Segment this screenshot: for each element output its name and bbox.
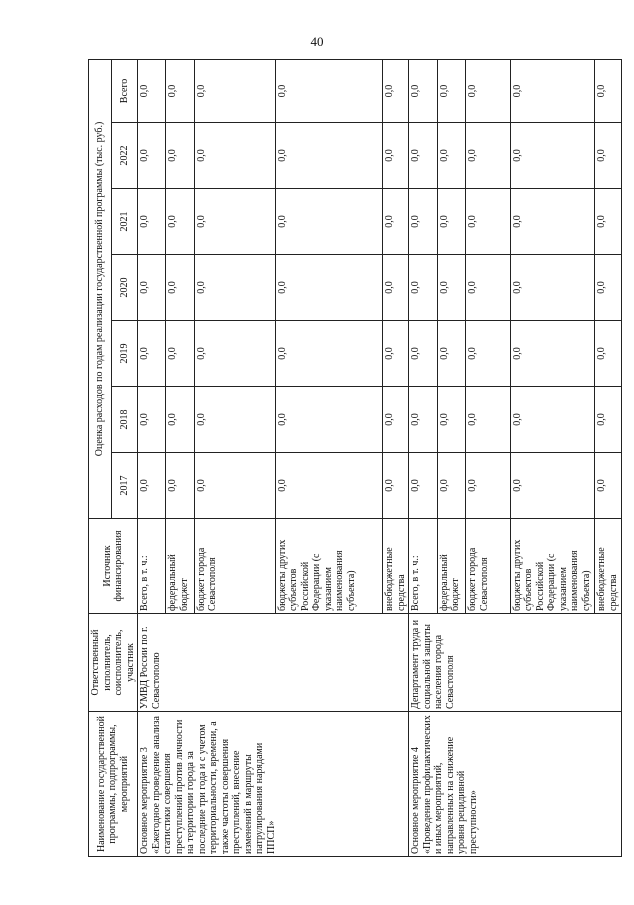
header-executor: Ответственный исполнитель, соисполнитель, участник bbox=[89, 614, 138, 712]
value-cell: 0,0 bbox=[275, 321, 382, 387]
value-cell: 0,0 bbox=[383, 453, 409, 519]
value-cell: 0,0 bbox=[437, 387, 465, 453]
value-cell: 0,0 bbox=[466, 321, 511, 387]
value-cell: 0,0 bbox=[166, 255, 194, 321]
measure-executor: УМВД России по г. Севастополю bbox=[138, 614, 409, 712]
value-cell: 0,0 bbox=[409, 59, 437, 122]
value-cell: 0,0 bbox=[595, 321, 621, 387]
header-year: 2021 bbox=[112, 189, 138, 255]
value-cell: 0,0 bbox=[437, 453, 465, 519]
value-cell: 0,0 bbox=[437, 255, 465, 321]
measure-name: Основное мероприятие 4 «Проведение профилактических и иных мероприятий, направленных на снижение уровня рецидивной преступности» bbox=[409, 712, 621, 857]
value-cell: 0,0 bbox=[275, 453, 382, 519]
value-cell: 0,0 bbox=[409, 123, 437, 189]
value-cell: 0,0 bbox=[275, 189, 382, 255]
value-cell: 0,0 bbox=[595, 453, 621, 519]
value-cell: 0,0 bbox=[138, 255, 166, 321]
value-cell: 0,0 bbox=[383, 387, 409, 453]
value-cell: 0,0 bbox=[595, 255, 621, 321]
value-cell: 0,0 bbox=[409, 453, 437, 519]
value-cell: 0,0 bbox=[275, 123, 382, 189]
header-year: 2018 bbox=[112, 387, 138, 453]
source-cell: Всего, в т. ч.: bbox=[409, 519, 437, 614]
value-cell: 0,0 bbox=[595, 59, 621, 122]
value-cell: 0,0 bbox=[510, 387, 595, 453]
value-cell: 0,0 bbox=[466, 123, 511, 189]
value-cell: 0,0 bbox=[166, 321, 194, 387]
value-cell: 0,0 bbox=[194, 59, 275, 122]
value-cell: 0,0 bbox=[595, 123, 621, 189]
value-cell: 0,0 bbox=[194, 189, 275, 255]
value-cell: 0,0 bbox=[383, 189, 409, 255]
value-cell: 0,0 bbox=[138, 123, 166, 189]
measure-executor: Департамент труда и социальной защиты населения города Севастополя bbox=[409, 614, 621, 712]
source-cell: внебюджетные средства bbox=[595, 519, 621, 614]
source-cell: бюджеты других субъектов Российской Федерации (с указанием наименования субъекта) bbox=[510, 519, 595, 614]
value-cell: 0,0 bbox=[437, 123, 465, 189]
header-year: 2019 bbox=[112, 321, 138, 387]
value-cell: 0,0 bbox=[409, 387, 437, 453]
header-year: 2022 bbox=[112, 123, 138, 189]
value-cell: 0,0 bbox=[510, 321, 595, 387]
value-cell: 0,0 bbox=[166, 387, 194, 453]
value-cell: 0,0 bbox=[437, 189, 465, 255]
table-row bbox=[138, 59, 166, 856]
source-cell: федеральный бюджет bbox=[437, 519, 465, 614]
value-cell: 0,0 bbox=[409, 189, 437, 255]
value-cell: 0,0 bbox=[194, 123, 275, 189]
source-cell: бюджет города Севастополя bbox=[194, 519, 275, 614]
value-cell: 0,0 bbox=[138, 387, 166, 453]
value-cell: 0,0 bbox=[166, 453, 194, 519]
value-cell: 0,0 bbox=[466, 453, 511, 519]
value-cell: 0,0 bbox=[437, 59, 465, 122]
value-cell: 0,0 bbox=[409, 321, 437, 387]
page-number: 40 bbox=[310, 34, 324, 49]
value-cell: 0,0 bbox=[166, 189, 194, 255]
header-estimate: Оценка расходов по годам реализации государственной программы (тыс. руб.) bbox=[89, 59, 112, 518]
value-cell: 0,0 bbox=[194, 387, 275, 453]
value-cell: 0,0 bbox=[194, 321, 275, 387]
value-cell: 0,0 bbox=[437, 321, 465, 387]
source-cell: бюджеты других субъектов Российской Федерации (с указанием наименования субъекта) bbox=[275, 519, 382, 614]
value-cell: 0,0 bbox=[275, 387, 382, 453]
value-cell: 0,0 bbox=[466, 189, 511, 255]
value-cell: 0,0 bbox=[166, 123, 194, 189]
value-cell: 0,0 bbox=[510, 453, 595, 519]
value-cell: 0,0 bbox=[166, 59, 194, 122]
value-cell: 0,0 bbox=[383, 59, 409, 122]
value-cell: 0,0 bbox=[194, 453, 275, 519]
value-cell: 0,0 bbox=[510, 123, 595, 189]
header-year: 2020 bbox=[112, 255, 138, 321]
value-cell: 0,0 bbox=[138, 189, 166, 255]
value-cell: 0,0 bbox=[383, 123, 409, 189]
value-cell: 0,0 bbox=[510, 255, 595, 321]
value-cell: 0,0 bbox=[466, 387, 511, 453]
source-cell: федеральный бюджет bbox=[166, 519, 194, 614]
value-cell: 0,0 bbox=[138, 321, 166, 387]
value-cell: 0,0 bbox=[510, 189, 595, 255]
value-cell: 0,0 bbox=[138, 453, 166, 519]
value-cell: 0,0 bbox=[383, 321, 409, 387]
value-cell: 0,0 bbox=[595, 387, 621, 453]
header-name: Наименование государственной программы, подпрограммы, мероприятий bbox=[89, 712, 138, 857]
value-cell: 0,0 bbox=[466, 59, 511, 122]
header-year: 2017 bbox=[112, 453, 138, 519]
value-cell: 0,0 bbox=[409, 255, 437, 321]
value-cell: 0,0 bbox=[275, 255, 382, 321]
value-cell: 0,0 bbox=[383, 255, 409, 321]
value-cell: 0,0 bbox=[138, 59, 166, 122]
source-cell: Всего, в т. ч.: bbox=[138, 519, 166, 614]
value-cell: 0,0 bbox=[466, 255, 511, 321]
source-cell: бюджет города Севастополя bbox=[466, 519, 511, 614]
value-cell: 0,0 bbox=[194, 255, 275, 321]
header-source: Источник финансирования bbox=[89, 519, 138, 614]
table-row bbox=[409, 59, 437, 856]
header-total: Всего bbox=[112, 59, 138, 122]
source-cell: внебюджетные средства bbox=[383, 519, 409, 614]
rotated-table-container bbox=[88, 60, 619, 857]
measure-name: Основное мероприятие 3 «Ежегодное проведение анализа статистики совершения преступлений против личности на территории города за последние три года и с учетом территориальности, времени, а также частоты совершения преступлений, внесение изменений в маршруты патрулирования нарядами ППСП» bbox=[138, 712, 409, 857]
financing-table bbox=[88, 59, 622, 857]
value-cell: 0,0 bbox=[595, 189, 621, 255]
value-cell: 0,0 bbox=[510, 59, 595, 122]
value-cell: 0,0 bbox=[275, 59, 382, 122]
